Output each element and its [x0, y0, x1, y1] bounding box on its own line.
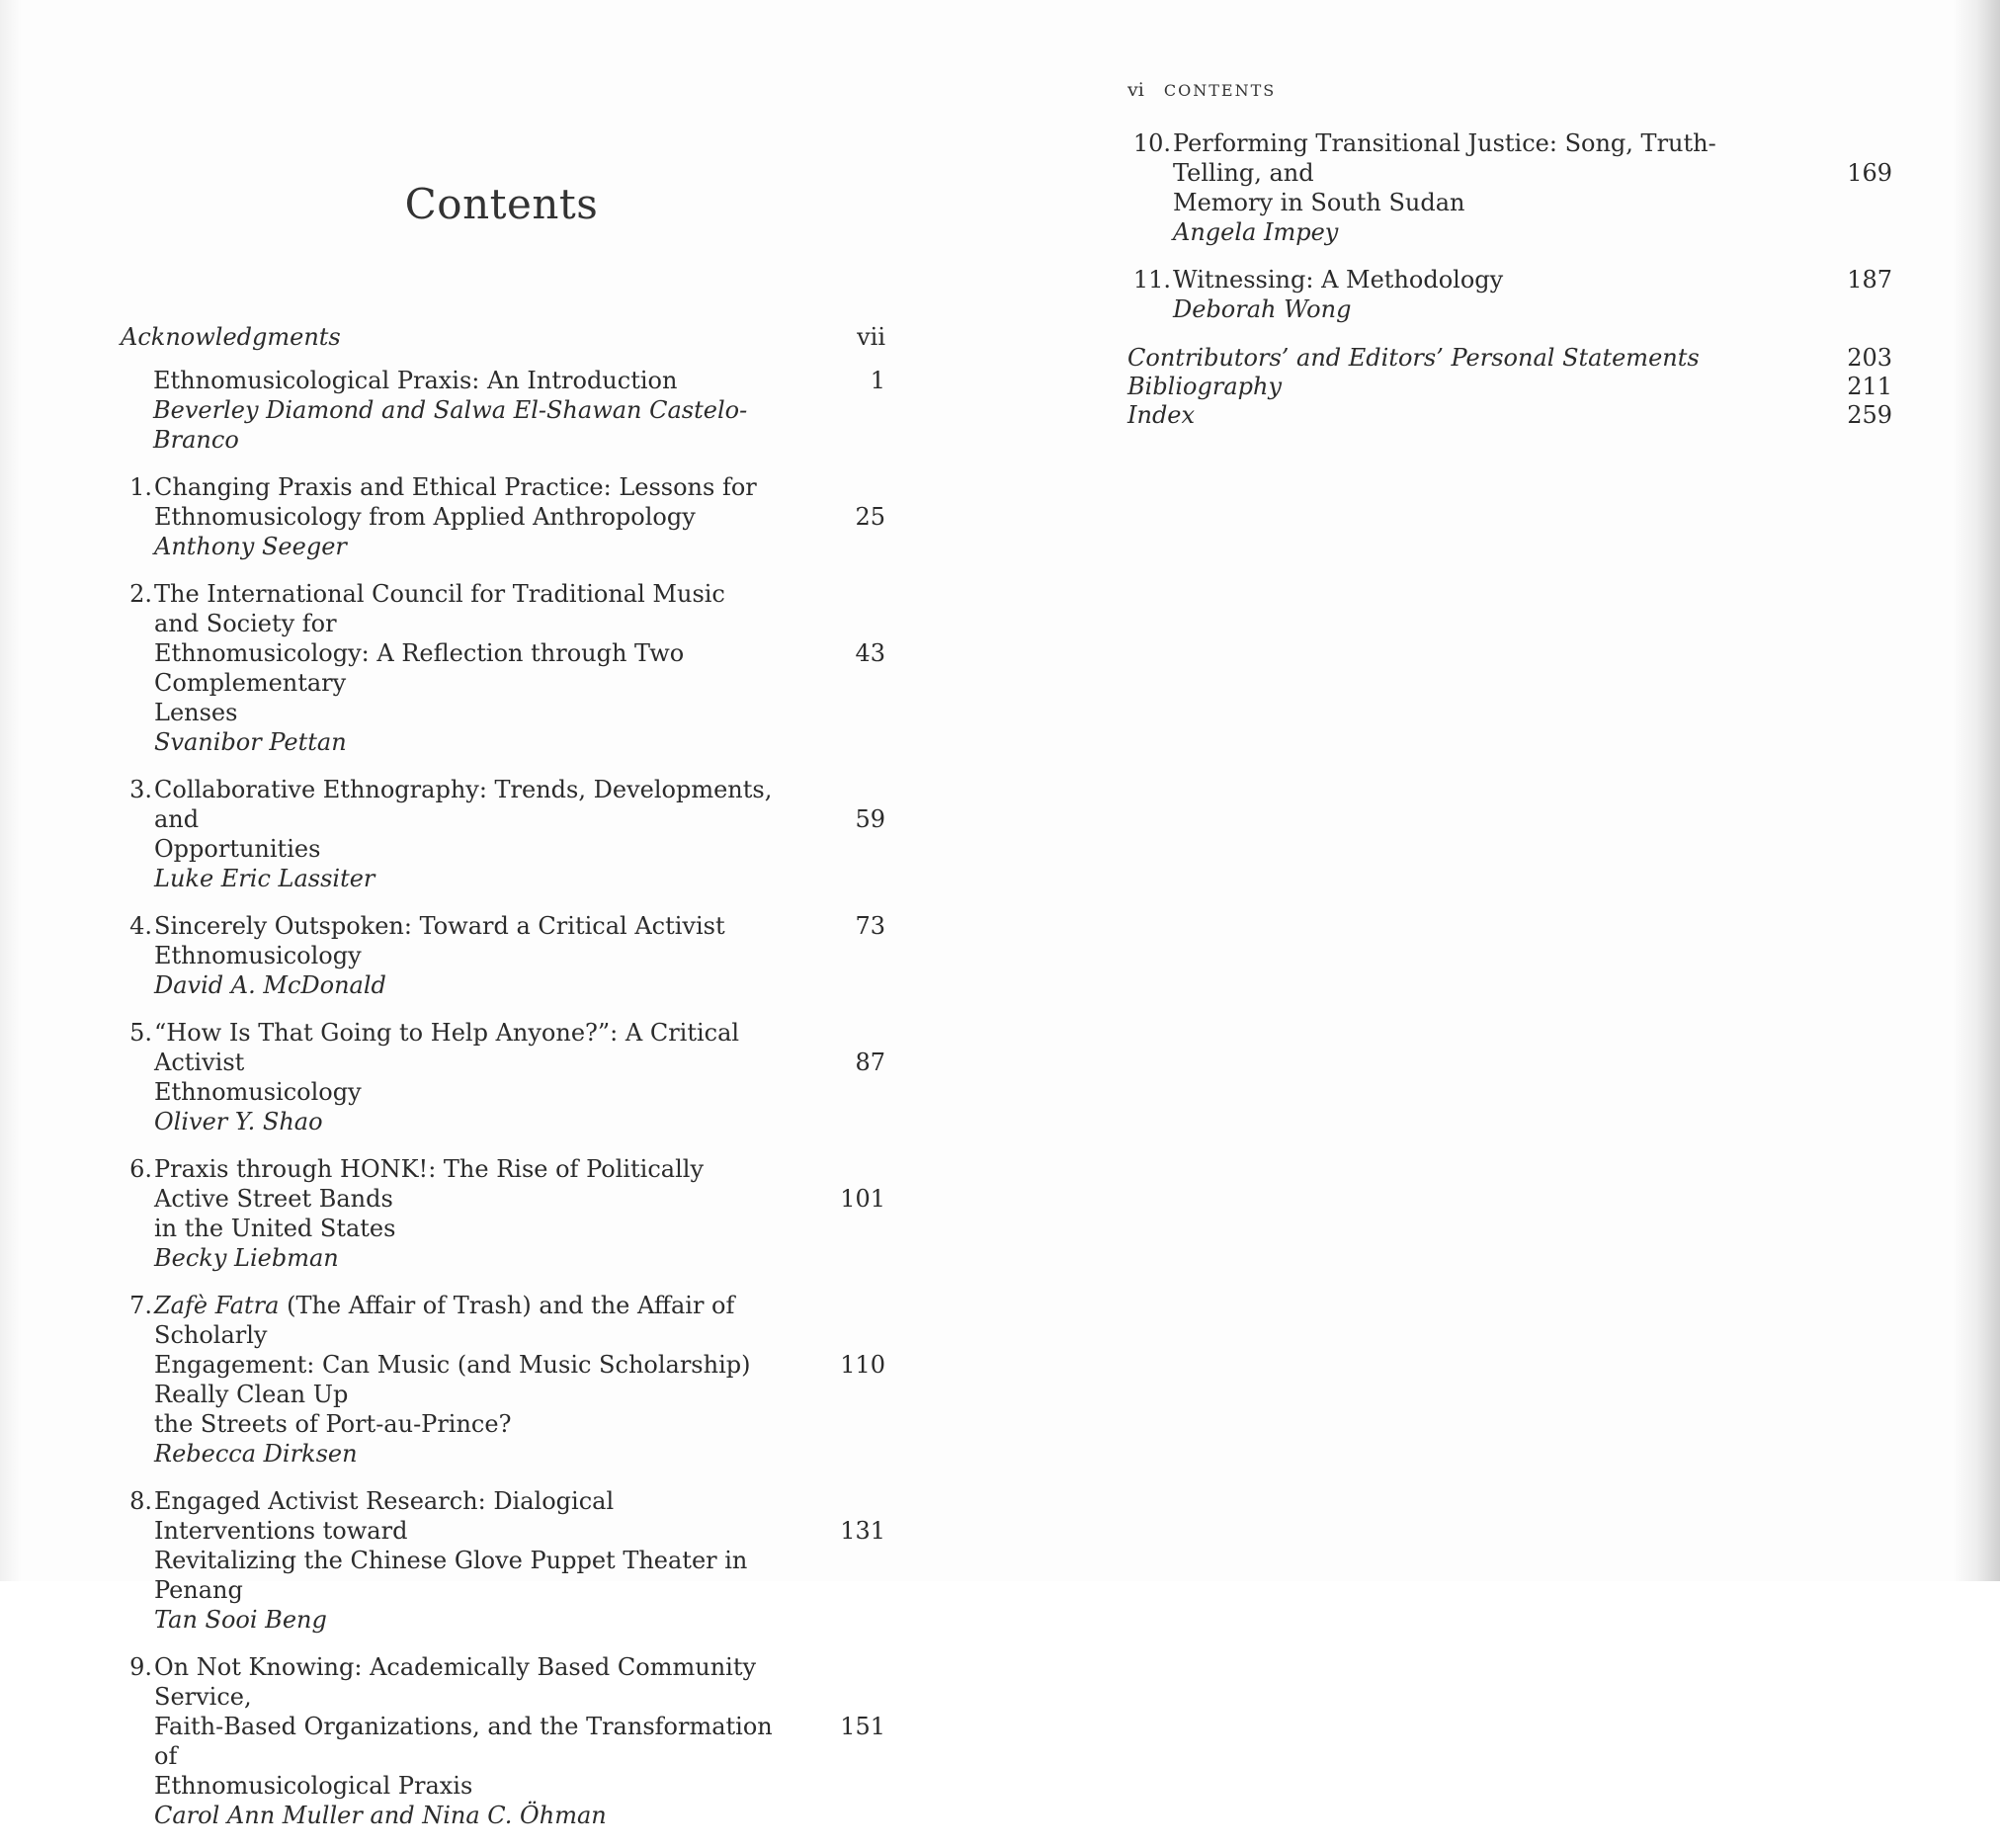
toc-page-number: 203	[1847, 344, 1892, 372]
toc-page-number: 43	[855, 639, 885, 667]
toc-entry-chapter	[121, 579, 885, 757]
toc-entry-title-line: Changing Praxis and Ethical Practice: Lessons for	[154, 473, 757, 501]
toc-entry-title-line: Ethnomusicology from Applied Anthropology	[154, 503, 696, 531]
toc-entry-author: Luke Eric Lassiter	[154, 865, 375, 892]
toc-entry-author: Becky Liebman	[154, 1244, 339, 1272]
toc-page-number: 25	[855, 503, 885, 531]
toc-page-number: 110	[840, 1351, 885, 1379]
toc-entry-chapter	[121, 472, 885, 561]
toc-entry-title-line: Faith-Based Organizations, and the Transformation of	[154, 1713, 773, 1770]
page-folio: vi	[1127, 79, 1144, 101]
toc-page-number: 73	[855, 912, 885, 940]
toc-entry-chapter	[121, 911, 885, 1000]
toc-entry-title-line: On Not Knowing: Academically Based Community Service,	[154, 1653, 757, 1711]
toc-entry-title-line: Engaged Activist Research: Dialogical Interventions toward	[154, 1487, 615, 1545]
toc-entry-author: Svanibor Pettan	[154, 728, 347, 756]
toc-entry-author: Carol Ann Muller and Nina C. Öhman	[154, 1802, 607, 1829]
toc-page-number: 87	[855, 1049, 885, 1076]
toc-entry-title-line: the Streets of Port-au-Prince?	[154, 1410, 512, 1438]
toc-entry-label: Index	[1127, 401, 1196, 429]
page-title: Contents	[404, 180, 599, 228]
toc-entry-introduction	[121, 366, 885, 455]
chapter-number: 4.	[129, 912, 152, 940]
chapter-number: 9.	[129, 1653, 152, 1681]
running-head	[1127, 79, 1276, 101]
toc-entry-title-line: Ethnomusicology: A Reflection through Two Complementary	[154, 639, 685, 697]
backmatter-list	[1127, 344, 1892, 430]
chapter-number: 6.	[129, 1155, 152, 1183]
toc-entry-author: Beverley Diamond and Salwa El-Shawan Castelo-Branco	[153, 396, 748, 454]
toc-entry-author: Tan Sooi Beng	[154, 1606, 327, 1634]
toc-entry-author: David A. McDonald	[154, 971, 386, 999]
toc-entry-title-line: Sincerely Outspoken: Toward a Critical Activist Ethnomusicology	[154, 912, 725, 969]
chapter-number: 1.	[129, 473, 152, 501]
toc-entry-author: Deborah Wong	[1173, 295, 1352, 323]
toc-entry-title-line: Lenses	[154, 699, 238, 726]
toc-page-number: 187	[1847, 266, 1892, 294]
toc-entry-author: Oliver Y. Shao	[154, 1108, 323, 1135]
toc-entry-label: Acknowledgments	[121, 323, 341, 351]
chapter-number: 10.	[1132, 129, 1171, 157]
toc-entry-author: Rebecca Dirksen	[154, 1440, 358, 1468]
toc-entry-chapter	[121, 1018, 885, 1136]
toc-entry-backmatter	[1127, 344, 1892, 373]
italic-title-phrase: Zafè Fatra	[154, 1292, 280, 1319]
toc-page-number: 101	[840, 1185, 885, 1213]
page-edge-shadow-right	[1953, 0, 2000, 1581]
toc-left	[121, 322, 885, 1848]
running-head-text: CONTENTS	[1163, 81, 1277, 100]
toc-page-number: 131	[840, 1517, 885, 1545]
toc-entry-label: Contributors’ and Editors’ Personal Statements	[1127, 344, 1700, 372]
toc-page-number: 151	[840, 1713, 885, 1740]
chapter-number: 5.	[129, 1019, 152, 1047]
toc-entry-title-line: Memory in South Sudan	[1173, 189, 1465, 216]
toc-entry-title-line: “How Is That Going to Help Anyone?”: A Critical Activist	[154, 1019, 740, 1076]
toc-entry-title-line: Ethnomusicology	[154, 1078, 362, 1106]
toc-entry-author: Anthony Seeger	[154, 533, 347, 560]
toc-entry-chapter	[121, 775, 885, 893]
toc-entry-title-line: The International Council for Traditional Music and Society for	[154, 580, 725, 637]
toc-entry-chapter	[1127, 265, 1892, 324]
toc-entry-chapter	[121, 1154, 885, 1273]
chapter-list-right	[1127, 128, 1892, 324]
toc-entry-title-line: Ethnomusicological Praxis	[154, 1772, 473, 1800]
toc-entry-title-line: Performing Transitional Justice: Song, Truth-Telling, and	[1173, 129, 1716, 187]
toc-entry-backmatter	[1127, 401, 1892, 430]
toc-entry-title-line: Praxis through HONK!: The Rise of Politically Active Street Bands	[154, 1155, 705, 1213]
toc-entry-title-line: Revitalizing the Chinese Glove Puppet Theater in Penang	[154, 1547, 748, 1604]
toc-entry-title-line: Collaborative Ethnography: Trends, Developments, and	[154, 776, 773, 833]
toc-entry-title-line: Zafè Fatra (The Affair of Trash) and the Affair of Scholarly	[154, 1292, 735, 1349]
toc-entry-label: Bibliography	[1127, 373, 1282, 400]
toc-entry-chapter	[1127, 128, 1892, 247]
toc-entry-chapter	[121, 1291, 885, 1469]
toc-page-number: 211	[1847, 373, 1892, 400]
toc-entry-backmatter	[1127, 373, 1892, 401]
toc-entry-acknowledgments	[121, 322, 885, 352]
chapter-number: 2.	[129, 580, 152, 608]
toc-page-number: 259	[1847, 401, 1892, 429]
toc-entry-chapter	[121, 1486, 885, 1635]
chapter-list-left	[121, 472, 885, 1830]
toc-entry-chapter	[121, 1652, 885, 1830]
toc-page-number: 169	[1847, 159, 1892, 187]
toc-entry-title-line: Opportunities	[154, 835, 321, 863]
toc-entry-title-line: Witnessing: A Methodology	[1173, 266, 1504, 294]
toc-page-number: vii	[857, 323, 885, 351]
toc-right	[1127, 128, 1892, 430]
toc-page-number: 59	[855, 805, 885, 833]
toc-entry-title: Ethnomusicological Praxis: An Introduction	[153, 367, 678, 394]
toc-entry-title-line: in the United States	[154, 1215, 396, 1242]
toc-entry-author: Angela Impey	[1173, 218, 1339, 246]
chapter-number: 7.	[129, 1292, 152, 1319]
chapter-number: 8.	[129, 1487, 152, 1515]
toc-entry-title-line: Engagement: Can Music (and Music Scholarship) Really Clean Up	[154, 1351, 751, 1408]
toc-page-number: 1	[870, 367, 885, 394]
chapter-number: 3.	[129, 776, 152, 803]
chapter-number: 11.	[1132, 266, 1171, 294]
